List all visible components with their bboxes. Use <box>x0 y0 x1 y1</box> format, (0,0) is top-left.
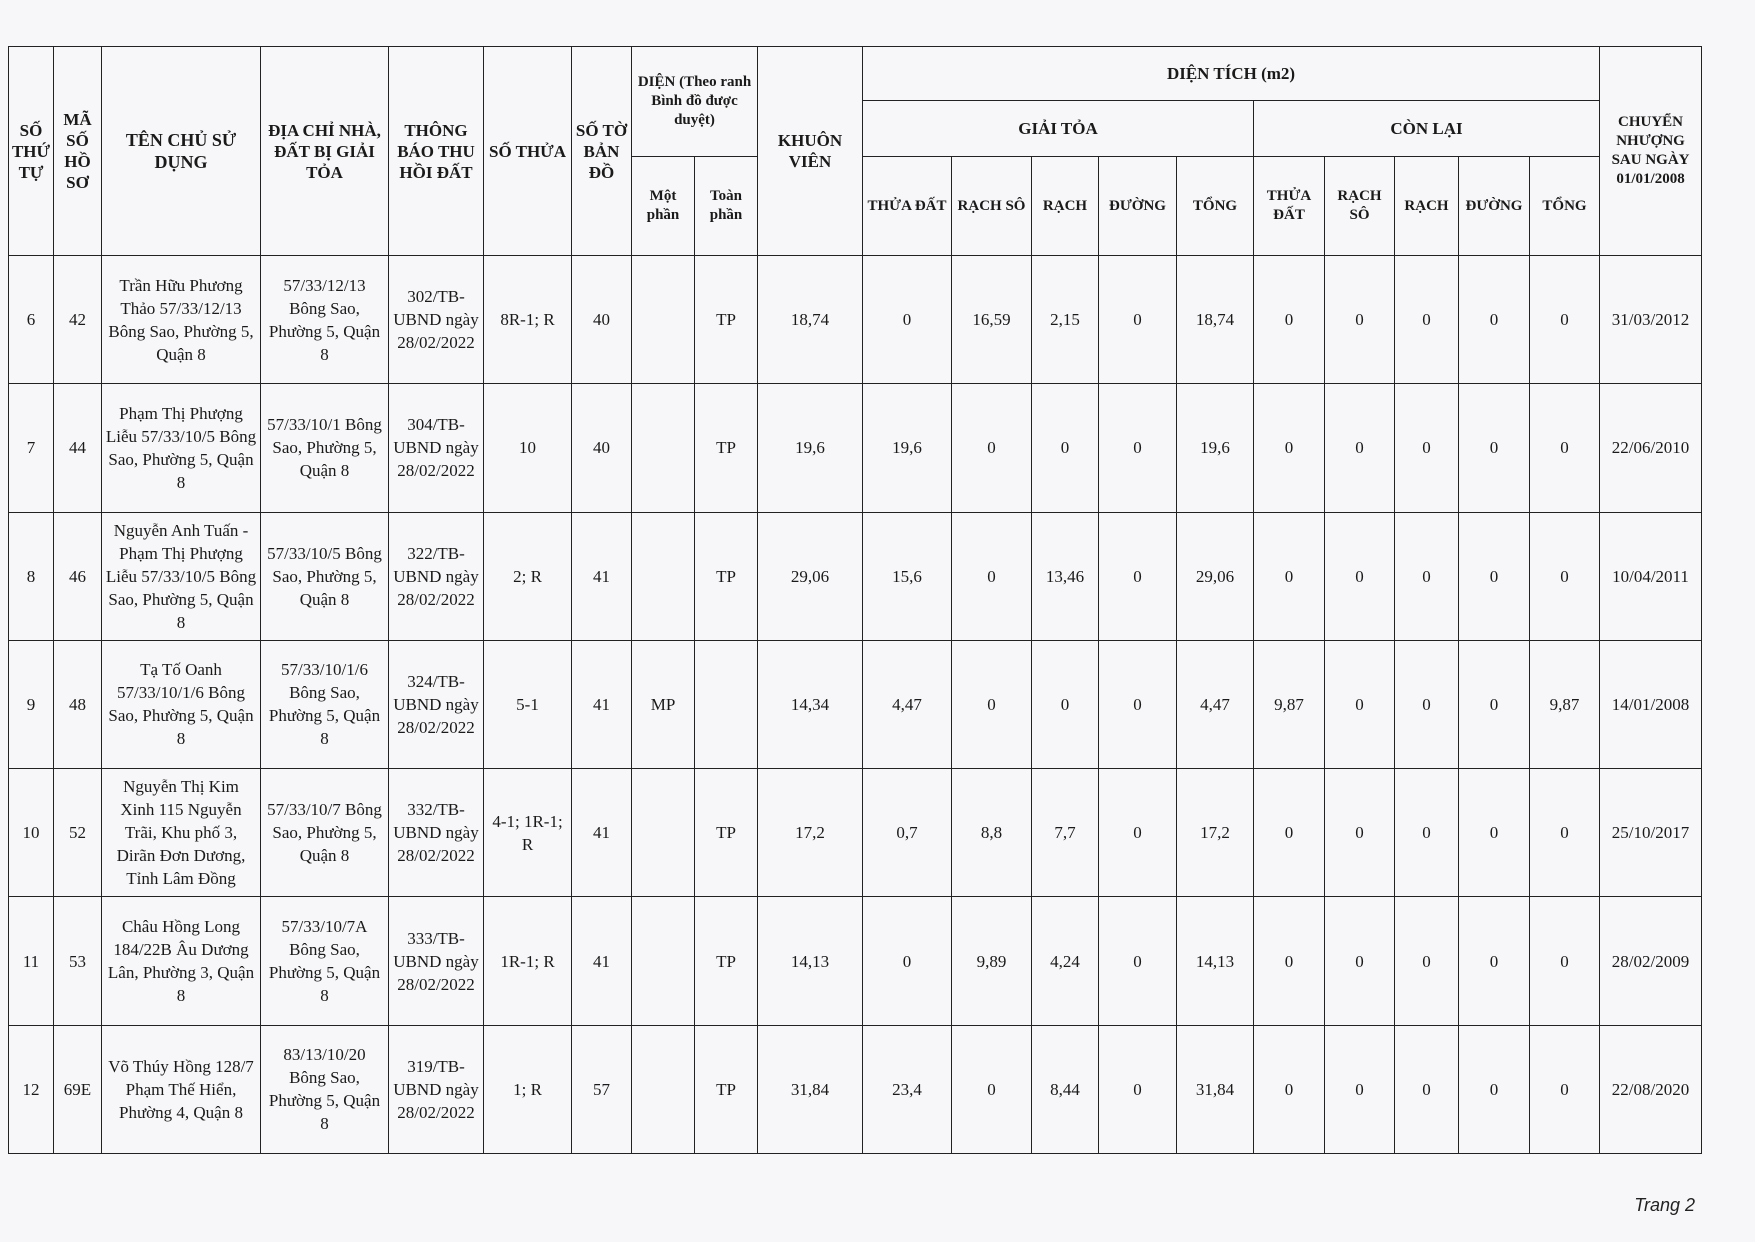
cell-gt-rach-so: 8,8 <box>952 769 1032 897</box>
cell-chuyen-nhuong: 10/04/2011 <box>1600 512 1702 640</box>
cell-cl-thua-dat: 0 <box>1254 384 1325 512</box>
cell-stt: 11 <box>9 897 54 1025</box>
cell-cl-thua-dat: 0 <box>1254 256 1325 384</box>
cell-ten-chu-su-dung: Phạm Thị Phượng Liễu 57/33/10/5 Bông Sao, Phường 5, Quận 8 <box>102 384 261 512</box>
cell-cl-duong: 0 <box>1459 256 1530 384</box>
header-dia-chi: ĐỊA CHỈ NHÀ, ĐẤT BỊ GIẢI TỎA <box>261 47 389 256</box>
cell-chuyen-nhuong: 14/01/2008 <box>1600 640 1702 768</box>
cell-dia-chi: 57/33/10/7 Bông Sao, Phường 5, Quận 8 <box>261 769 389 897</box>
cell-chuyen-nhuong: 25/10/2017 <box>1600 769 1702 897</box>
cell-stt: 12 <box>9 1025 54 1153</box>
header-cl-tong: TỔNG <box>1530 157 1600 256</box>
header-cl-duong: ĐƯỜNG <box>1459 157 1530 256</box>
cell-ten-chu-su-dung: Trần Hữu Phương Thảo 57/33/12/13 Bông Sao, Phường 5, Quận 8 <box>102 256 261 384</box>
cell-cl-rach: 0 <box>1395 1025 1459 1153</box>
cell-cl-tong: 0 <box>1530 769 1600 897</box>
cell-mot-phan <box>632 384 695 512</box>
cell-ten-chu-su-dung: Võ Thúy Hồng 128/7 Phạm Thế Hiển, Phường 4, Quận 8 <box>102 1025 261 1153</box>
cell-toan-phan: TP <box>695 897 758 1025</box>
cell-stt: 8 <box>9 512 54 640</box>
cell-cl-rach: 0 <box>1395 897 1459 1025</box>
cell-thong-bao: 332/TB-UBND ngày 28/02/2022 <box>389 769 484 897</box>
cell-ma-so: 52 <box>54 769 102 897</box>
cell-cl-duong: 0 <box>1459 512 1530 640</box>
cell-gt-thua-dat: 0 <box>863 256 952 384</box>
cell-mot-phan <box>632 897 695 1025</box>
table-row <box>9 512 1702 640</box>
cell-gt-tong: 17,2 <box>1177 769 1254 897</box>
cell-gt-rach-so: 0 <box>952 1025 1032 1153</box>
cell-so-thua: 1R-1; R <box>484 897 572 1025</box>
cell-so-thua: 2; R <box>484 512 572 640</box>
header-con-lai: CÒN LẠI <box>1254 101 1600 157</box>
table-row <box>9 897 1702 1025</box>
cell-stt: 6 <box>9 256 54 384</box>
cell-gt-thua-dat: 19,6 <box>863 384 952 512</box>
cell-gt-duong: 0 <box>1099 384 1177 512</box>
cell-cl-tong: 0 <box>1530 512 1600 640</box>
table-row <box>9 384 1702 512</box>
cell-gt-duong: 0 <box>1099 640 1177 768</box>
header-ten-chu-su-dung: TÊN CHỦ SỬ DỤNG <box>102 47 261 256</box>
cell-ma-so: 44 <box>54 384 102 512</box>
cell-cl-rach-so: 0 <box>1325 256 1395 384</box>
cell-stt: 7 <box>9 384 54 512</box>
cell-dia-chi: 57/33/12/13 Bông Sao, Phường 5, Quận 8 <box>261 256 389 384</box>
cell-gt-rach-so: 9,89 <box>952 897 1032 1025</box>
cell-dia-chi: 83/13/10/20 Bông Sao, Phường 5, Quận 8 <box>261 1025 389 1153</box>
cell-thong-bao: 304/TB-UBND ngày 28/02/2022 <box>389 384 484 512</box>
cell-ten-chu-su-dung: Tạ Tố Oanh 57/33/10/1/6 Bông Sao, Phường 5, Quận 8 <box>102 640 261 768</box>
cell-ma-so: 48 <box>54 640 102 768</box>
table-row <box>9 1025 1702 1153</box>
cell-gt-tong: 4,47 <box>1177 640 1254 768</box>
cell-so-thua: 4-1; 1R-1; R <box>484 769 572 897</box>
cell-cl-tong: 0 <box>1530 256 1600 384</box>
cell-cl-thua-dat: 0 <box>1254 769 1325 897</box>
cell-dia-chi: 57/33/10/7A Bông Sao, Phường 5, Quận 8 <box>261 897 389 1025</box>
cell-cl-rach: 0 <box>1395 769 1459 897</box>
cell-khuon-vien: 19,6 <box>758 384 863 512</box>
cell-cl-duong: 0 <box>1459 769 1530 897</box>
cell-cl-rach: 0 <box>1395 384 1459 512</box>
cell-gt-rach-so: 0 <box>952 640 1032 768</box>
cell-so-to: 41 <box>572 769 632 897</box>
cell-so-to: 40 <box>572 256 632 384</box>
cell-thong-bao: 302/TB-UBND ngày 28/02/2022 <box>389 256 484 384</box>
cell-gt-tong: 14,13 <box>1177 897 1254 1025</box>
cell-gt-duong: 0 <box>1099 1025 1177 1153</box>
cell-ten-chu-su-dung: Nguyễn Thị Kim Xinh 115 Nguyễn Trãi, Khu phố 3, Dirãn Đơn Dương, Tỉnh Lâm Đồng <box>102 769 261 897</box>
cell-mot-phan <box>632 1025 695 1153</box>
cell-gt-thua-dat: 0 <box>863 897 952 1025</box>
cell-khuon-vien: 31,84 <box>758 1025 863 1153</box>
cell-cl-tong: 0 <box>1530 384 1600 512</box>
cell-toan-phan: TP <box>695 1025 758 1153</box>
cell-gt-rach: 13,46 <box>1032 512 1099 640</box>
cell-toan-phan: TP <box>695 512 758 640</box>
header-gt-tong: TỔNG <box>1177 157 1254 256</box>
cell-chuyen-nhuong: 22/06/2010 <box>1600 384 1702 512</box>
cell-gt-rach: 0 <box>1032 384 1099 512</box>
table-row <box>9 256 1702 384</box>
cell-thong-bao: 319/TB-UBND ngày 28/02/2022 <box>389 1025 484 1153</box>
page-number: Trang 2 <box>1634 1195 1695 1215</box>
cell-cl-rach-so: 0 <box>1325 1025 1395 1153</box>
cell-ten-chu-su-dung: Châu Hồng Long 184/22B Âu Dương Lân, Phường 3, Quận 8 <box>102 897 261 1025</box>
cell-so-to: 57 <box>572 1025 632 1153</box>
cell-gt-tong: 19,6 <box>1177 384 1254 512</box>
cell-mot-phan <box>632 769 695 897</box>
cell-mot-phan: MP <box>632 640 695 768</box>
cell-gt-rach-so: 0 <box>952 512 1032 640</box>
cell-gt-thua-dat: 4,47 <box>863 640 952 768</box>
land-clearance-table <box>8 46 1702 1154</box>
cell-stt: 9 <box>9 640 54 768</box>
cell-chuyen-nhuong: 22/08/2020 <box>1600 1025 1702 1153</box>
table-header <box>9 47 1702 256</box>
cell-cl-duong: 0 <box>1459 640 1530 768</box>
cell-dia-chi: 57/33/10/5 Bông Sao, Phường 5, Quận 8 <box>261 512 389 640</box>
header-gt-duong: ĐƯỜNG <box>1099 157 1177 256</box>
cell-gt-thua-dat: 15,6 <box>863 512 952 640</box>
cell-so-thua: 5-1 <box>484 640 572 768</box>
header-stt: SỐ THỨ TỰ <box>9 47 54 256</box>
cell-cl-thua-dat: 0 <box>1254 1025 1325 1153</box>
cell-toan-phan <box>695 640 758 768</box>
cell-thong-bao: 324/TB-UBND ngày 28/02/2022 <box>389 640 484 768</box>
cell-cl-rach: 0 <box>1395 640 1459 768</box>
cell-gt-rach: 0 <box>1032 640 1099 768</box>
header-gt-rach: RẠCH <box>1032 157 1099 256</box>
cell-gt-rach: 8,44 <box>1032 1025 1099 1153</box>
header-toan-phan: Toàn phần <box>695 157 758 256</box>
header-ma-so-ho-so: MÃ SỐ HỒ SƠ <box>54 47 102 256</box>
cell-ma-so: 42 <box>54 256 102 384</box>
cell-ma-so: 53 <box>54 897 102 1025</box>
cell-chuyen-nhuong: 28/02/2009 <box>1600 897 1702 1025</box>
cell-so-to: 41 <box>572 897 632 1025</box>
cell-so-thua: 10 <box>484 384 572 512</box>
cell-so-to: 41 <box>572 512 632 640</box>
cell-toan-phan: TP <box>695 384 758 512</box>
cell-khuon-vien: 14,13 <box>758 897 863 1025</box>
cell-mot-phan <box>632 512 695 640</box>
cell-gt-rach-so: 0 <box>952 384 1032 512</box>
cell-cl-rach-so: 0 <box>1325 769 1395 897</box>
cell-khuon-vien: 18,74 <box>758 256 863 384</box>
cell-chuyen-nhuong: 31/03/2012 <box>1600 256 1702 384</box>
cell-gt-thua-dat: 23,4 <box>863 1025 952 1153</box>
cell-cl-duong: 0 <box>1459 1025 1530 1153</box>
cell-toan-phan: TP <box>695 256 758 384</box>
cell-cl-tong: 0 <box>1530 897 1600 1025</box>
header-cl-rach-so: RẠCH SÔ <box>1325 157 1395 256</box>
cell-gt-tong: 18,74 <box>1177 256 1254 384</box>
cell-gt-rach: 4,24 <box>1032 897 1099 1025</box>
header-dien: DIỆN (Theo ranh Bình đồ được duyệt) <box>632 47 758 157</box>
cell-dia-chi: 57/33/10/1 Bông Sao, Phường 5, Quận 8 <box>261 384 389 512</box>
cell-cl-rach-so: 0 <box>1325 897 1395 1025</box>
cell-gt-duong: 0 <box>1099 897 1177 1025</box>
cell-cl-rach-so: 0 <box>1325 640 1395 768</box>
cell-stt: 10 <box>9 769 54 897</box>
cell-ten-chu-su-dung: Nguyễn Anh Tuấn - Phạm Thị Phượng Liễu 57/33/10/5 Bông Sao, Phường 5, Quận 8 <box>102 512 261 640</box>
header-chuyen-nhuong: CHUYỂN NHƯỢNG SAU NGÀY 01/01/2008 <box>1600 47 1702 256</box>
header-gt-rach-so: RẠCH SÔ <box>952 157 1032 256</box>
header-khuon-vien: KHUÔN VIÊN <box>758 47 863 256</box>
cell-gt-duong: 0 <box>1099 512 1177 640</box>
cell-ma-so: 69E <box>54 1025 102 1153</box>
cell-cl-rach: 0 <box>1395 256 1459 384</box>
cell-gt-rach: 2,15 <box>1032 256 1099 384</box>
table-row <box>9 769 1702 897</box>
cell-so-to: 40 <box>572 384 632 512</box>
header-giai-toa: GIẢI TỎA <box>863 101 1254 157</box>
cell-gt-duong: 0 <box>1099 256 1177 384</box>
cell-toan-phan: TP <box>695 769 758 897</box>
cell-gt-rach-so: 16,59 <box>952 256 1032 384</box>
cell-gt-tong: 31,84 <box>1177 1025 1254 1153</box>
cell-so-thua: 1; R <box>484 1025 572 1153</box>
cell-cl-thua-dat: 0 <box>1254 897 1325 1025</box>
cell-gt-duong: 0 <box>1099 769 1177 897</box>
cell-gt-tong: 29,06 <box>1177 512 1254 640</box>
header-mot-phan: Một phần <box>632 157 695 256</box>
cell-thong-bao: 333/TB-UBND ngày 28/02/2022 <box>389 897 484 1025</box>
cell-cl-tong: 0 <box>1530 1025 1600 1153</box>
cell-cl-rach-so: 0 <box>1325 512 1395 640</box>
cell-gt-rach: 7,7 <box>1032 769 1099 897</box>
cell-so-thua: 8R-1; R <box>484 256 572 384</box>
header-thong-bao: THÔNG BÁO THU HỒI ĐẤT <box>389 47 484 256</box>
header-so-to-ban-do: SỐ TỜ BẢN ĐỒ <box>572 47 632 256</box>
header-cl-rach: RẠCH <box>1395 157 1459 256</box>
cell-cl-rach: 0 <box>1395 512 1459 640</box>
header-so-thua: SỐ THỬA <box>484 47 572 256</box>
cell-khuon-vien: 17,2 <box>758 769 863 897</box>
table-body <box>9 256 1702 1154</box>
cell-cl-duong: 0 <box>1459 897 1530 1025</box>
cell-cl-rach-so: 0 <box>1325 384 1395 512</box>
cell-thong-bao: 322/TB-UBND ngày 28/02/2022 <box>389 512 484 640</box>
cell-dia-chi: 57/33/10/1/6 Bông Sao, Phường 5, Quận 8 <box>261 640 389 768</box>
cell-khuon-vien: 29,06 <box>758 512 863 640</box>
cell-ma-so: 46 <box>54 512 102 640</box>
cell-cl-thua-dat: 0 <box>1254 512 1325 640</box>
table-row <box>9 640 1702 768</box>
cell-cl-duong: 0 <box>1459 384 1530 512</box>
header-cl-thua-dat: THỬA ĐẤT <box>1254 157 1325 256</box>
cell-mot-phan <box>632 256 695 384</box>
cell-cl-tong: 9,87 <box>1530 640 1600 768</box>
cell-cl-thua-dat: 9,87 <box>1254 640 1325 768</box>
header-gt-thua-dat: THỬA ĐẤT <box>863 157 952 256</box>
cell-so-to: 41 <box>572 640 632 768</box>
header-dien-tich: DIỆN TÍCH (m2) <box>863 47 1600 101</box>
cell-khuon-vien: 14,34 <box>758 640 863 768</box>
cell-gt-thua-dat: 0,7 <box>863 769 952 897</box>
